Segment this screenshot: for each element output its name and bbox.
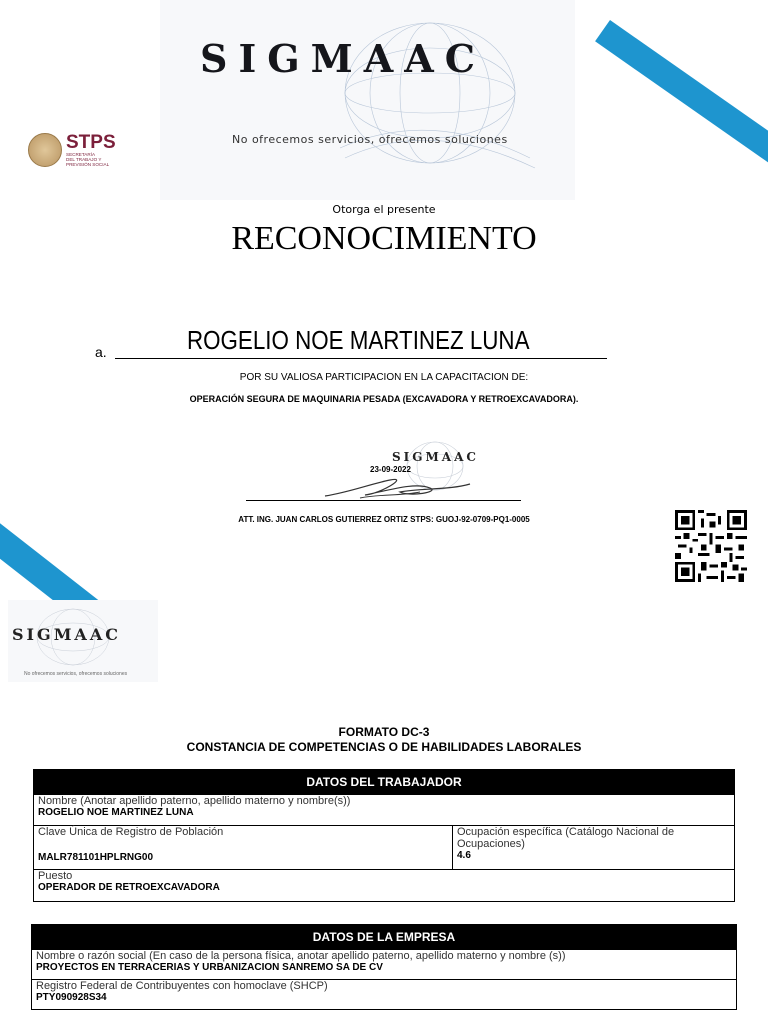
- to-label: a.: [95, 344, 107, 360]
- stps-sub-3: PREVISIÓN SOCIAL: [66, 162, 110, 168]
- signature-line: [246, 500, 521, 501]
- position-value: OPERADOR DE RETROEXCAVADORA: [38, 882, 220, 893]
- form-heading: [0, 725, 768, 755]
- company-data-table: [31, 924, 737, 1010]
- attestation-text: ATT. ING. JUAN CARLOS GUTIERREZ ORTIZ STPS: GUOJ-92-0709-PQ1-0005: [238, 515, 530, 524]
- form-title: CONSTANCIA DE COMPETENCIAS O DE HABILIDADES LABORALES: [186, 740, 582, 754]
- small-logo-tagline: No ofrecemos servicios, ofrecemos soluciones: [24, 671, 128, 677]
- handwritten-signature: [320, 470, 480, 502]
- occupation-label: Ocupación específica (Catálogo Nacional de Ocupaciones): [457, 826, 675, 850]
- occupation-cell: [453, 826, 735, 870]
- format-label: FORMATO DC-3: [338, 725, 430, 739]
- signature-date: 23-09-2022: [370, 465, 411, 474]
- curp-cell: [34, 826, 453, 870]
- position-label: Puesto: [38, 870, 73, 882]
- participation-text: POR SU VALIOSA PARTICIPACION EN LA CAPACITACION DE:: [239, 372, 529, 383]
- rfc-value: PTY090928S34: [36, 992, 107, 1003]
- worker-name-cell: [34, 795, 735, 826]
- rfc-label: Registro Federal de Contribuyentes con homoclave (SHCP): [36, 980, 328, 992]
- stps-sub-2: DEL TRABAJO Y: [66, 157, 102, 163]
- intro-text: Otorga el presente: [332, 203, 436, 216]
- decorative-stripe-top-right: [595, 20, 768, 173]
- recipient-name: ROGELIO NOE MARTINEZ LUNA: [187, 325, 530, 355]
- curp-value: MALR781101HPLRNG00: [38, 852, 154, 863]
- stps-name: STPS: [66, 132, 116, 153]
- recipient-underline: [115, 358, 607, 359]
- worker-data-table: [33, 769, 735, 902]
- sigmaac-logo-text: SIGMAAC: [200, 36, 486, 81]
- company-name-label: Nombre o razón social (En caso de la persona física, anotar apellido paterno, apellido materno y nombre (s)): [36, 950, 566, 962]
- worker-name-label: Nombre (Anotar apellido paterno, apellido materno y nombre(s)): [38, 795, 351, 807]
- rfc-cell: [32, 980, 737, 1010]
- stps-sub-1: SECRETARÍA: [66, 152, 96, 157]
- tagline: No ofrecemos servicios, ofrecemos soluciones: [232, 133, 508, 146]
- position-cell: [34, 870, 735, 902]
- occupation-value: 4.6: [457, 850, 471, 861]
- course-name: OPERACIÓN SEGURA DE MAQUINARIA PESADA (EXCAVADORA Y RETROEXCAVADORA).: [189, 394, 579, 404]
- small-logo-text: SIGMAAC: [12, 625, 121, 644]
- worker-name-value: ROGELIO NOE MARTINEZ LUNA: [38, 807, 194, 818]
- certificate-title: RECONOCIMIENTO: [231, 220, 537, 257]
- company-name-cell: [32, 950, 737, 980]
- globe-mesh-icon: [300, 8, 570, 188]
- mexico-seal-icon: [28, 133, 62, 167]
- company-name-value: PROYECTOS EN TERRACERIAS Y URBANIZACION SANREMO SA DE CV: [36, 962, 383, 973]
- worker-section-header: DATOS DEL TRABAJADOR: [34, 770, 735, 795]
- stps-logo: [28, 133, 116, 168]
- company-section-header: DATOS DE LA EMPRESA: [32, 925, 737, 950]
- curp-label: Clave Única de Registro de Población: [38, 826, 224, 838]
- signature-logo-text: SIGMAAC: [392, 450, 479, 464]
- qr-code: [675, 510, 747, 582]
